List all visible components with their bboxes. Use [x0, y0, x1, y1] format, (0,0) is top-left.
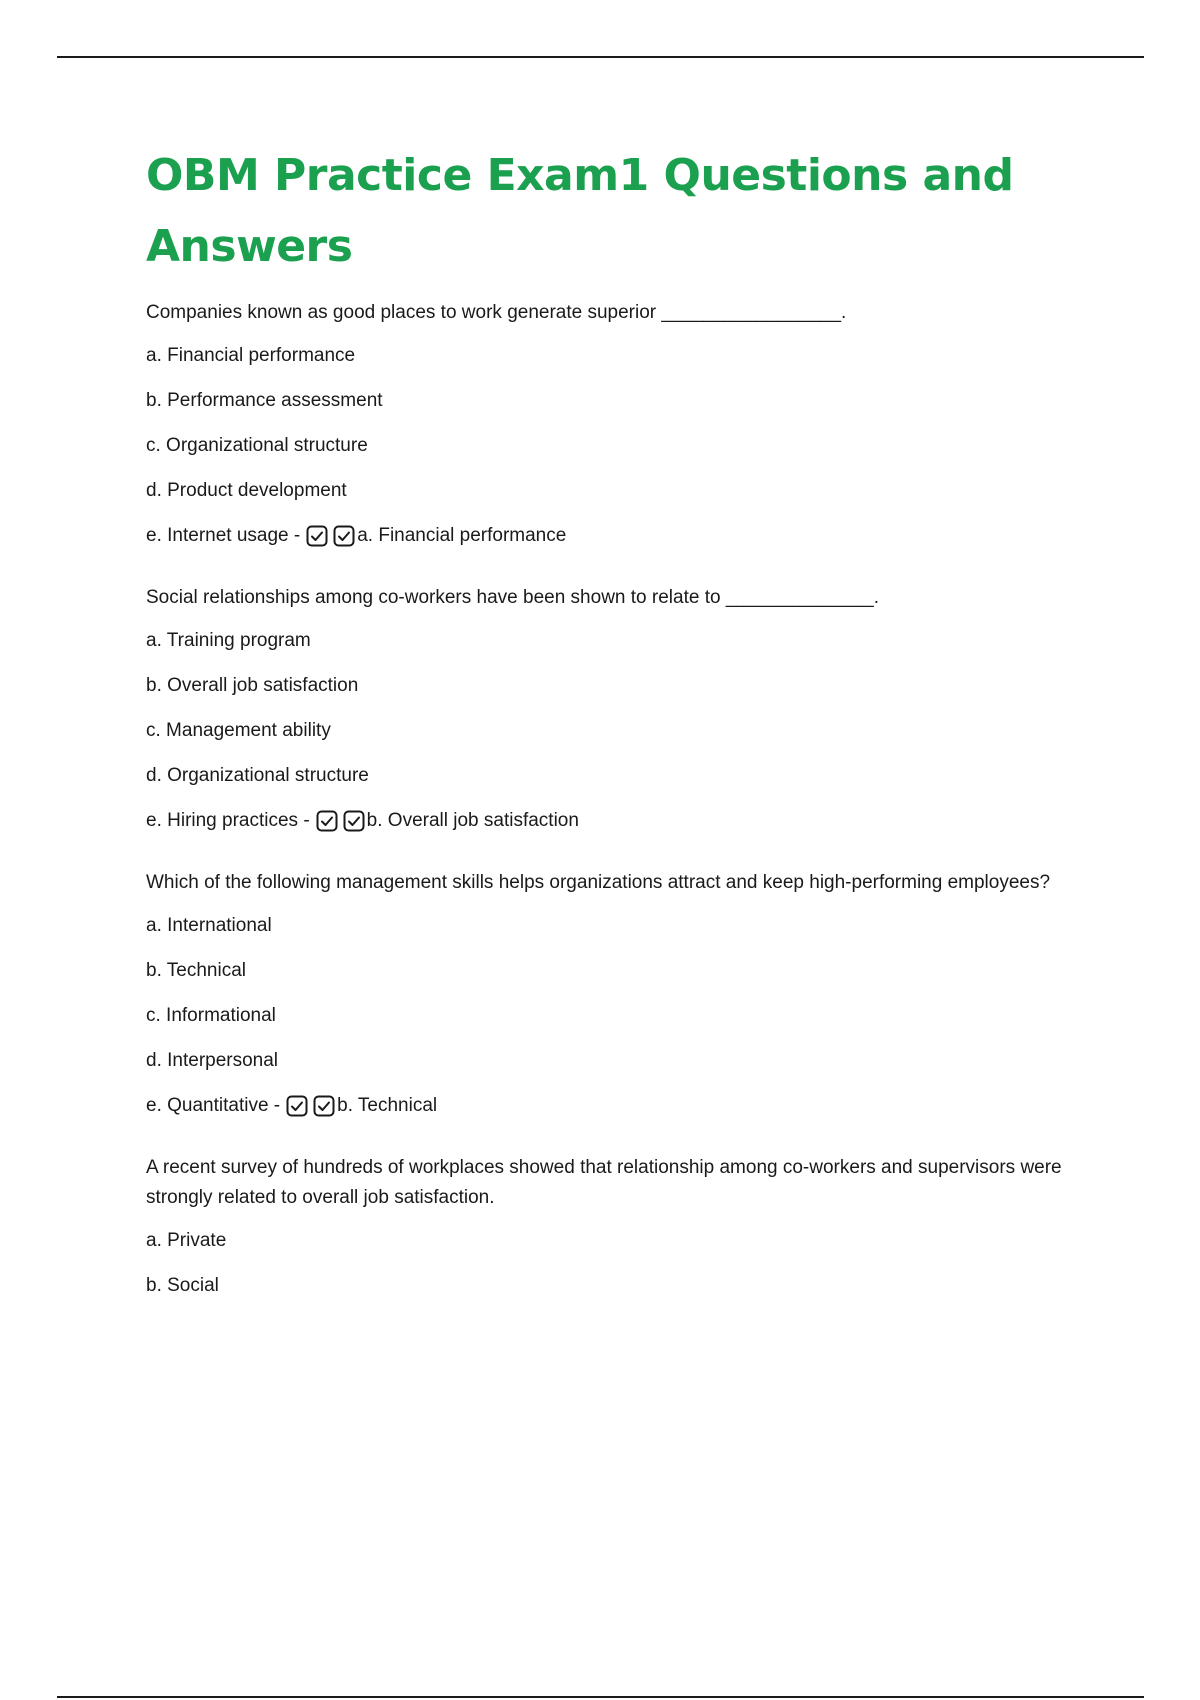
option-item: b. Social: [146, 1275, 219, 1296]
correct-answer: b. Overall job satisfaction: [366, 810, 579, 831]
question-text: Which of the following management skills helps organizations attract and keep high-performing employees?: [146, 872, 1051, 893]
option-item: a. Financial performance: [146, 345, 356, 366]
checkbox-checked-icon: [306, 525, 328, 547]
checkbox-checked-icon: [316, 810, 338, 832]
question-text: Social relationships among co-workers have been shown to relate to ______________.: [146, 587, 880, 608]
option-label: e. Internet usage -: [146, 525, 301, 546]
option-item: a. Training program: [146, 630, 311, 651]
question-block: [146, 1153, 1096, 1300]
option-item-with-answer: [146, 806, 1096, 835]
option-item: b. Overall job satisfaction: [146, 675, 359, 696]
document-title: OBM Practice Exam1 Questions and Answers: [146, 150, 1014, 272]
option-item: d. Organizational structure: [146, 765, 369, 786]
option-item: a. Private: [146, 1230, 227, 1251]
question-block: [146, 868, 1096, 1120]
option-label: e. Hiring practices -: [146, 810, 310, 831]
correct-answer: a. Financial performance: [357, 525, 567, 546]
footer-rule: [57, 1696, 1144, 1698]
question-block: [146, 583, 1096, 835]
option-item: c. Management ability: [146, 720, 331, 741]
option-item: b. Performance assessment: [146, 390, 383, 411]
option-item: d. Interpersonal: [146, 1050, 279, 1071]
question-block: [146, 298, 1096, 550]
option-item: c. Organizational structure: [146, 435, 368, 456]
option-item-with-answer: [146, 1091, 1096, 1120]
checkbox-checked-icon: [343, 810, 365, 832]
header-rule: [57, 56, 1144, 58]
option-label: e. Quantitative -: [146, 1095, 281, 1116]
option-item: d. Product development: [146, 480, 347, 501]
question-text: Companies known as good places to work generate superior _________________.: [146, 302, 847, 323]
option-item: b. Technical: [146, 960, 246, 981]
option-item-with-answer: [146, 521, 1096, 550]
checkbox-checked-icon: [333, 525, 355, 547]
option-item: c. Informational: [146, 1005, 276, 1026]
checkbox-checked-icon: [313, 1095, 335, 1117]
correct-answer: b. Technical: [337, 1095, 438, 1116]
question-text: A recent survey of hundreds of workplaces showed that relationship among co-workers and supervisors were strongly related to overall job satisfaction.: [146, 1157, 1062, 1208]
checkbox-checked-icon: [286, 1095, 308, 1117]
option-item: a. International: [146, 915, 272, 936]
document-body: [146, 140, 1096, 1333]
